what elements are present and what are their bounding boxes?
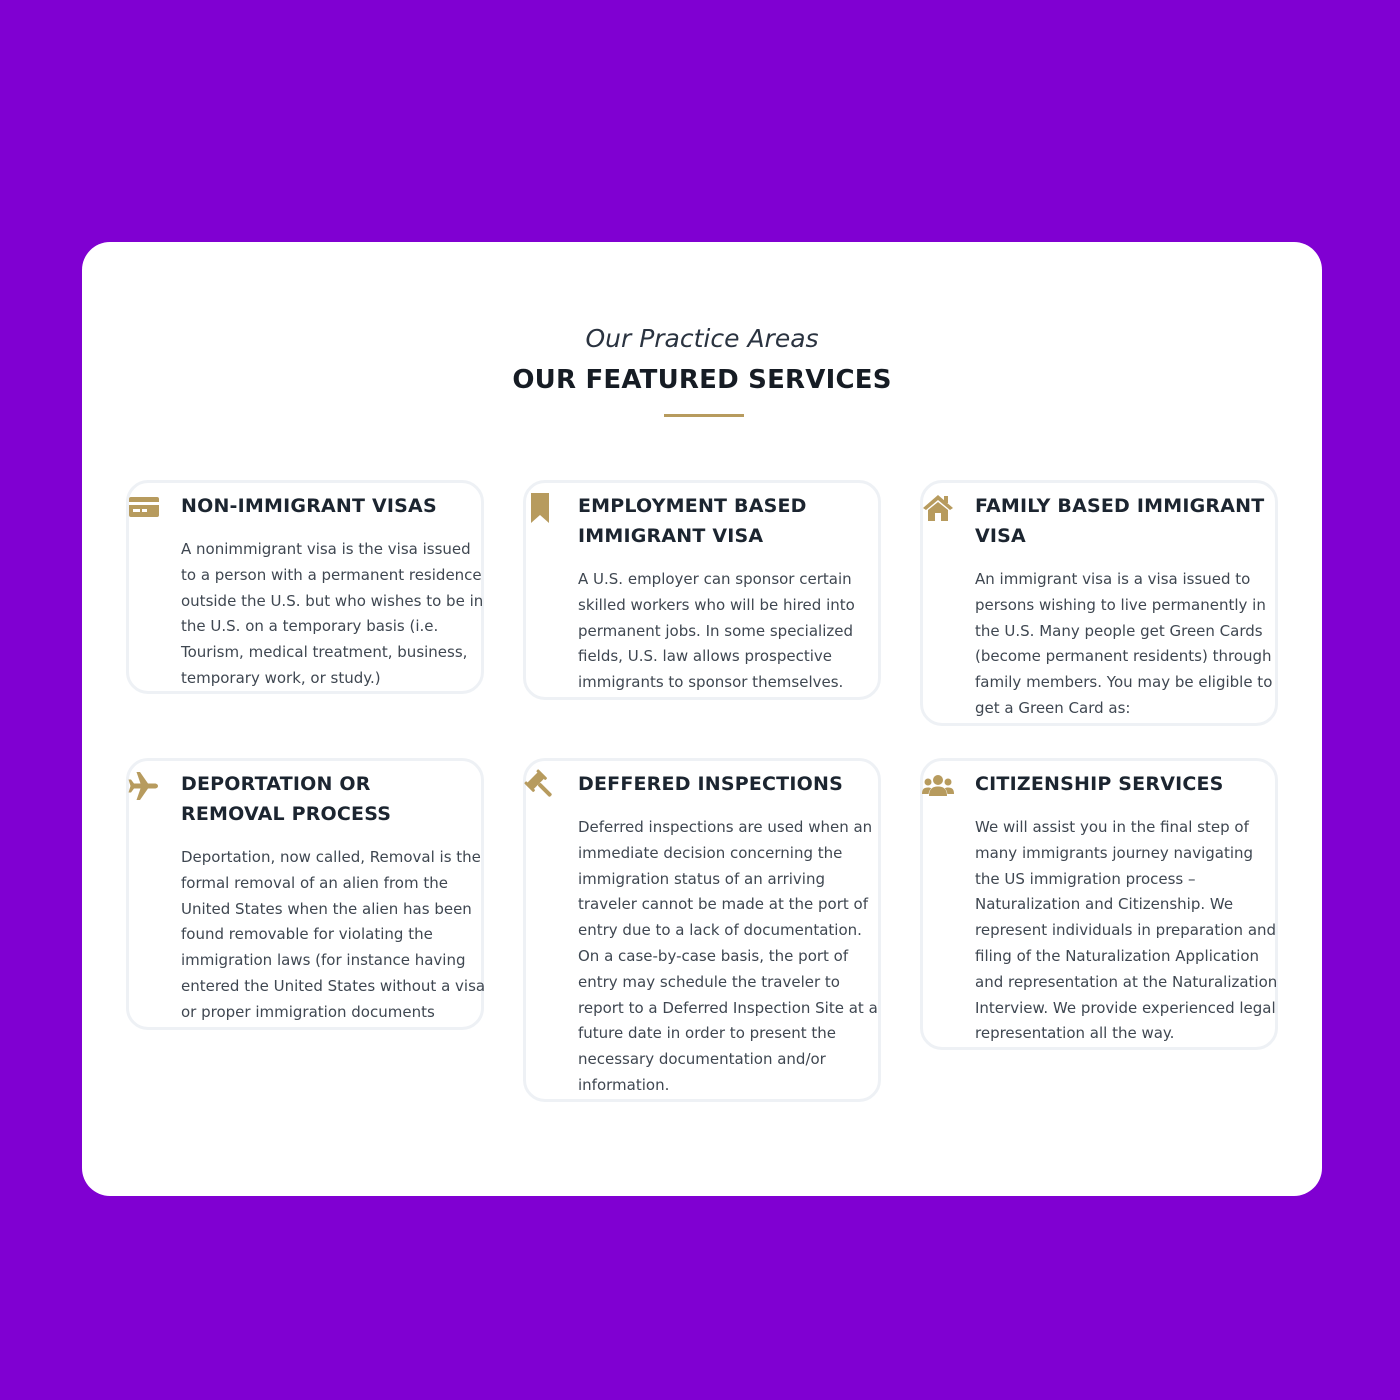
credit-card-icon — [127, 491, 161, 525]
service-title: CITIZENSHIP SERVICES — [975, 773, 1224, 795]
title-divider — [664, 414, 744, 417]
service-description: Deportation, now called, Removal is the formal removal of an alien from the United States when the alien has been found removable for violating the immigration laws (for instance having entered the United States without a visa or proper immigration documents — [181, 848, 486, 1021]
service-description: A nonimmigrant visa is the visa issued to a person with a permanent residence outside the U.S. but who wishes to be in the U.S. on a temporary basis (i.e. Tourism, medical treatment, business, temporary work, or study.) — [181, 540, 484, 687]
service-card-employment-based-visa[interactable] — [523, 480, 881, 700]
service-card-family-based-visa[interactable] — [920, 480, 1278, 726]
airplane-icon — [127, 769, 161, 803]
service-title: DEFFERED INSPECTIONS — [578, 773, 843, 795]
section-title: OUR FEATURED SERVICES — [512, 365, 892, 395]
practice-areas-panel — [82, 242, 1322, 1196]
section-subtitle: Our Practice Areas — [585, 324, 819, 353]
gavel-icon — [524, 769, 558, 803]
service-card-non-immigrant-visas[interactable] — [126, 480, 484, 694]
home-icon — [921, 491, 955, 525]
service-title: EMPLOYMENT BASED IMMIGRANT VISA — [578, 495, 807, 547]
users-icon — [921, 769, 955, 803]
service-card-deferred-inspections[interactable] — [523, 758, 881, 1102]
service-description: We will assist you in the final step of many immigrants journey navigating the US immigration process – Naturalization and Citizenship. We represent individuals in preparation and filing of the Naturalization Application and representation at the Naturalization Interview. We provide experienced legal representation all the way. — [975, 818, 1278, 1043]
service-card-deportation-removal[interactable] — [126, 758, 484, 1030]
service-description: Deferred inspections are used when an immediate decision concerning the immigration status of an arriving traveler cannot be made at the port of entry due to a lack of documentation. On a case-by-case basis, the port of entry may schedule the traveler to report to a Deferred Inspection Site at a future date in order to present the necessary documentation and/or information. — [578, 818, 878, 1094]
service-title: DEPORTATION OR REMOVAL PROCESS — [181, 773, 392, 825]
bookmark-icon — [524, 491, 558, 525]
service-card-citizenship-services[interactable] — [920, 758, 1278, 1050]
service-description: A U.S. employer can sponsor certain skilled workers who will be hired into permanent jobs. In some specialized fields, U.S. law allows prospective immigrants to sponsor themselves. — [578, 570, 855, 692]
service-description: An immigrant visa is a visa issued to persons wishing to live permanently in the U.S. Many people get Green Cards (become permanent residents) through family members. You may be eligible to get a Green Card as: — [975, 570, 1273, 717]
service-title: FAMILY BASED IMMIGRANT VISA — [975, 495, 1265, 547]
service-title: NON-IMMIGRANT VISAS — [181, 495, 437, 517]
